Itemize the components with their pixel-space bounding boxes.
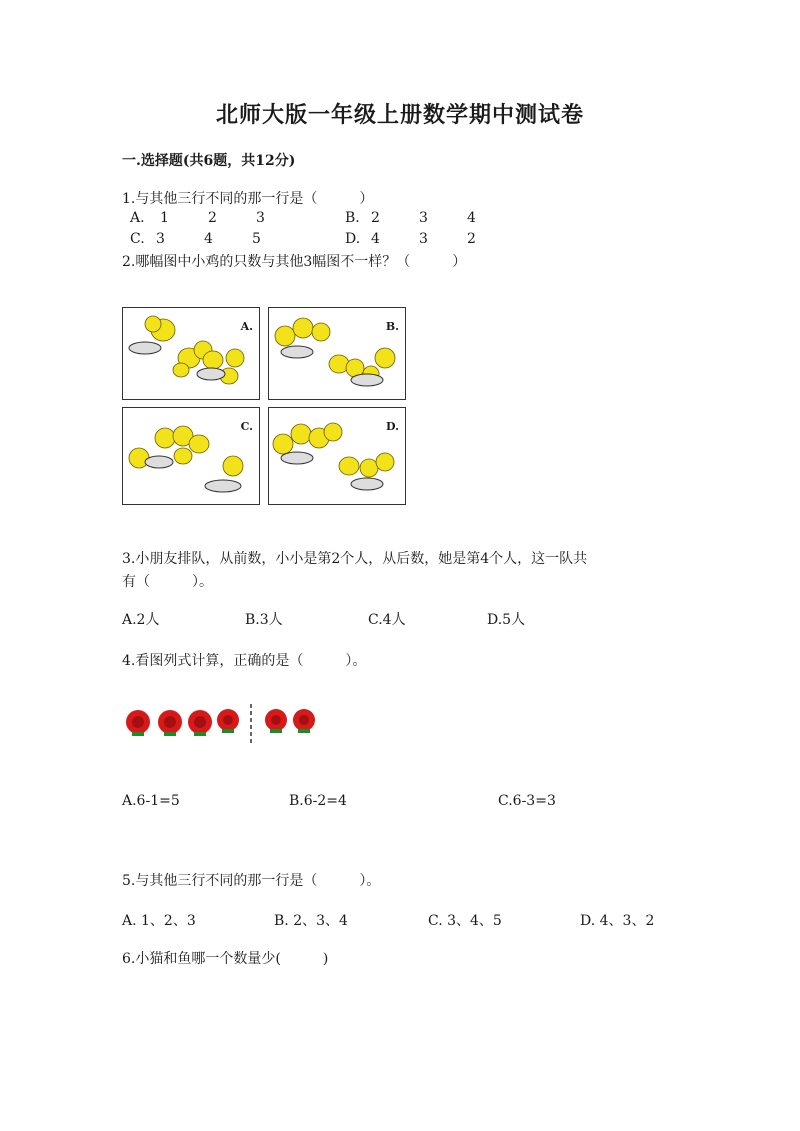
q5-option-c[interactable]: C. 3、4、5	[428, 913, 502, 929]
chick-figure	[120, 307, 406, 505]
option-num: 3	[419, 210, 428, 226]
chicks-illustration	[269, 308, 405, 399]
q1-option-a[interactable]	[130, 210, 304, 226]
chick-panel-b[interactable]	[268, 307, 406, 400]
q5-option-b[interactable]: B. 2、3、4	[274, 913, 348, 929]
panel-label: D.	[386, 420, 399, 433]
option-num: 4	[204, 231, 213, 247]
q4-option-a[interactable]: A.6-1=5	[122, 793, 180, 809]
question-6-stem: 6.小猫和鱼哪一个数量少( )	[122, 951, 329, 967]
chick-panel-a[interactable]	[122, 307, 260, 400]
flower-group-left	[126, 709, 239, 736]
question-2-stem: 2.哪幅图中小鸡的只数与其他3幅图不一样？（ ）	[122, 254, 467, 270]
q3-option-d[interactable]: D.5人	[487, 612, 526, 628]
chick-panel-d[interactable]	[268, 407, 406, 505]
q3-option-b[interactable]: B.3人	[245, 612, 283, 628]
question-5-stem: 5.与其他三行不同的那一行是（ ）。	[122, 873, 381, 889]
option-num: 5	[252, 231, 261, 247]
q4-option-b[interactable]: B.6-2=4	[289, 793, 347, 809]
option-num: 1	[160, 210, 169, 226]
option-num: 3	[156, 231, 165, 247]
option-num: 2	[467, 231, 476, 247]
q3-option-c[interactable]: C.4人	[368, 612, 406, 628]
chick-panel-c[interactable]	[122, 407, 260, 505]
option-letter: B.	[345, 210, 360, 226]
option-letter: D.	[345, 231, 361, 247]
chicks-illustration	[123, 308, 259, 399]
option-num: 3	[256, 210, 265, 226]
q4-option-c[interactable]: C.6-3=3	[498, 793, 556, 809]
option-letter: A.	[130, 210, 145, 226]
q1-option-c[interactable]	[130, 231, 300, 247]
question-3-stem-line1: 3.小朋友排队，从前数，小小是第2个人，从后数，她是第4个人，这一队共	[122, 551, 588, 567]
q1-option-b[interactable]	[345, 210, 515, 226]
panel-label: C.	[240, 420, 253, 433]
section-heading: 一.选择题(共6题，共12分)	[122, 153, 296, 169]
flowers-illustration	[120, 700, 330, 748]
option-num: 3	[419, 231, 428, 247]
panel-label: B.	[385, 320, 399, 333]
option-num: 2	[208, 210, 217, 226]
flower-group-right	[265, 709, 315, 733]
option-num: 2	[371, 210, 380, 226]
question-3-stem-line2: 有（ ）。	[122, 574, 213, 590]
q3-option-a[interactable]: A.2人	[122, 612, 160, 628]
option-num: 4	[467, 210, 476, 226]
q1-option-d[interactable]	[345, 231, 515, 247]
option-letter: C.	[130, 231, 145, 247]
panel-label: A.	[240, 320, 253, 333]
q5-option-a[interactable]: A. 1、2、3	[122, 913, 196, 929]
q5-option-d[interactable]: D. 4、3、2	[580, 913, 655, 929]
option-num: 4	[371, 231, 380, 247]
question-4-stem: 4.看图列式计算，正确的是（ ）。	[122, 653, 367, 669]
chicks-illustration	[123, 408, 259, 504]
page-title: 北师大版一年级上册数学期中测试卷	[215, 102, 584, 128]
question-1-stem: 1.与其他三行不同的那一行是（ ）	[122, 191, 374, 207]
chicks-illustration	[269, 408, 405, 504]
